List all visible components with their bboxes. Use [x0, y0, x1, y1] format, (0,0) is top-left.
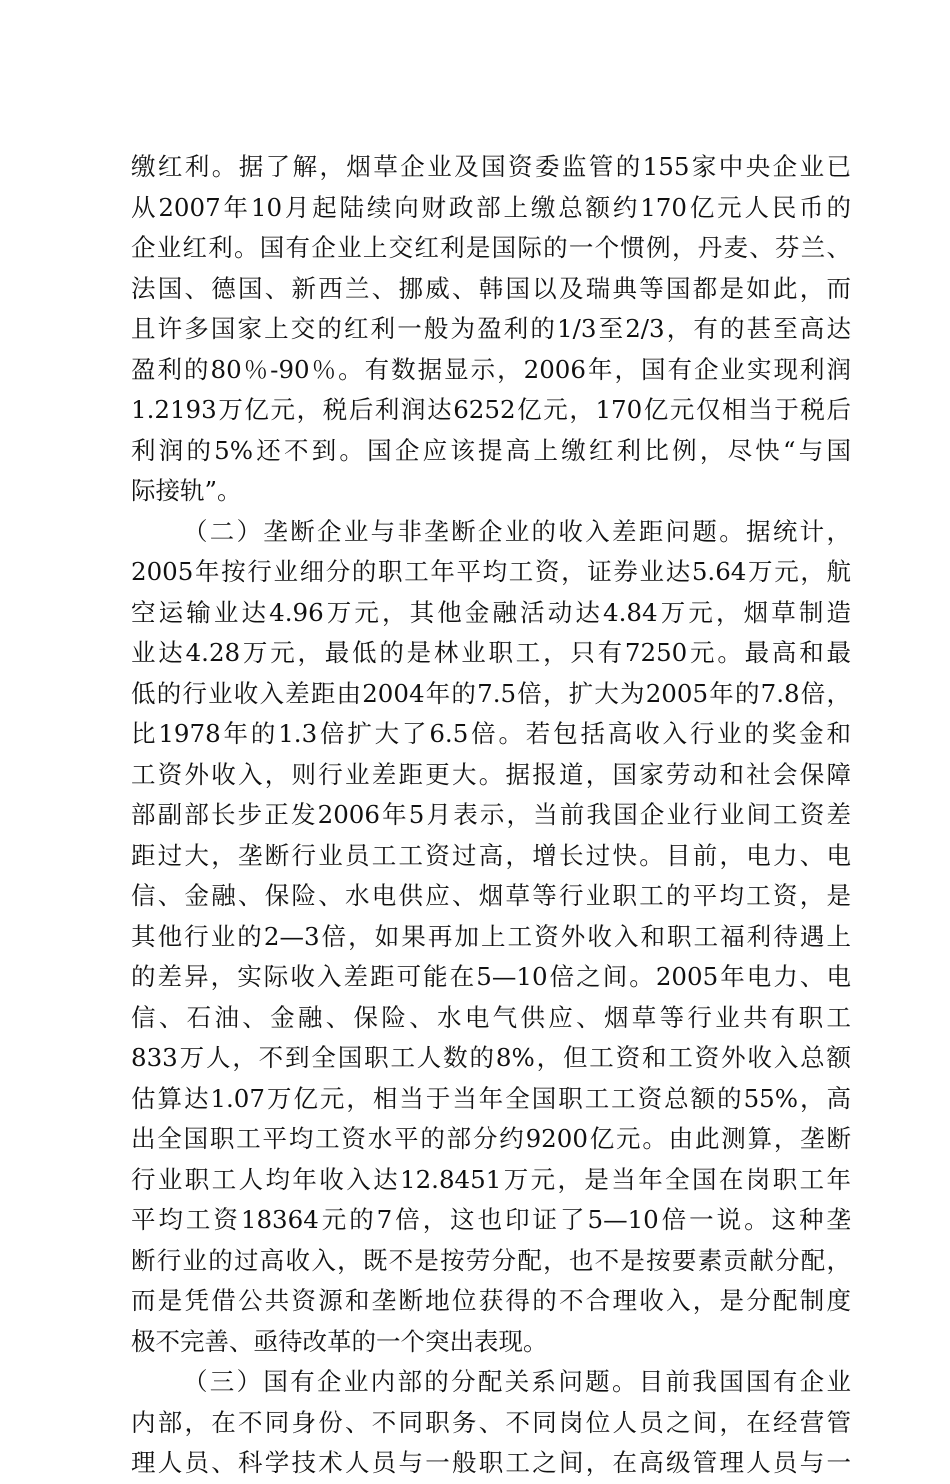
text-line: 理人员、科学技术人员与一般职工之间，在高级管理人员与一 — [131, 1448, 851, 1477]
text-line: 部副部长步正发2006年5月表示，当前我国企业行业间工资差 — [131, 800, 851, 829]
text-line: 断行业的过高收入，既不是按劳分配，也不是按要素贡献分配， — [131, 1245, 851, 1275]
text-line: 比1978年的1.3倍扩大了6.5倍。若包括高收入行业的奖金和 — [131, 719, 851, 748]
text-line: 空运输业达4.96万元，其他金融活动达4.84万元，烟草制造 — [131, 597, 851, 627]
text-line: 工资外收入，则行业差距更大。据报道，国家劳动和社会保障 — [131, 759, 851, 789]
text-line: 内部，在不同身份、不同职务、不同岗位人员之间，在经营管 — [131, 1407, 851, 1437]
text-line: 业达4.28万元，最低的是林业职工，只有7250元。最高和最 — [131, 638, 851, 667]
text-line: 距过大，垄断行业员工工资过高，增长过快。目前，电力、电 — [131, 840, 851, 870]
text-line: 平均工资18364元的7倍，这也印证了5—10倍一说。这种垄 — [131, 1205, 851, 1234]
text-line: 出全国职工平均工资水平的部分约9200亿元。由此测算，垄断 — [131, 1124, 851, 1153]
text-line: （二）垄断企业与非垄断企业的收入差距问题。据统计， — [183, 516, 851, 546]
text-line: 2005年按行业细分的职工年平均工资，证券业达5.64万元，航 — [131, 557, 851, 586]
text-line: 从2007年10月起陆续向财政部上缴总额约170亿元人民币的 — [131, 192, 851, 222]
text-line: 企业红利。国有企业上交红利是国际的一个惯例，丹麦、芬兰、 — [131, 233, 851, 262]
text-line: 盈利的80％-90％。有数据显示，2006年，国有企业实现利润 — [131, 354, 851, 384]
text-line: 法国、德国、新西兰、挪威、韩国以及瑞典等国都是如此，而 — [131, 273, 851, 303]
text-line: 低的行业收入差距由2004年的7.5倍，扩大为2005年的7.8倍， — [131, 678, 851, 708]
text-line: 而是凭借公共资源和垄断地位获得的不合理收入，是分配制度 — [131, 1286, 851, 1315]
text-line: 缴红利。据了解，烟草企业及国资委监管的155家中央企业已 — [131, 152, 851, 181]
text-line: 其他行业的2—3倍，如果再加上工资外收入和职工福利待遇上 — [131, 921, 851, 951]
text-line: 极不完善、亟待改革的一个突出表现。 — [131, 1326, 548, 1356]
text-line: 信、石油、金融、保险、水电气供应、烟草等行业共有职工 — [131, 1002, 851, 1032]
text-line: 的差异，实际收入差距可能在5—10倍之间。2005年电力、电 — [131, 962, 851, 991]
body-text — [131, 147, 851, 1484]
text-line: 信、金融、保险、水电供应、烟草等行业职工的平均工资，是 — [131, 881, 851, 910]
text-line: （三）国有企业内部的分配关系问题。目前我国国有企业 — [183, 1367, 851, 1396]
text-line: 1.2193万亿元，税后利润达6252亿元，170亿元仅相当于税后 — [131, 395, 851, 424]
text-line: 际接轨”。 — [131, 476, 242, 505]
text-line: 且许多国家上交的红利一般为盈利的1/3至2/3，有的甚至高达 — [131, 314, 851, 343]
text-line: 估算达1.07万亿元，相当于当年全国职工工资总额的55%，高 — [131, 1083, 851, 1113]
text-line: 833万人，不到全国职工人数的8%，但工资和工资外收入总额 — [131, 1043, 851, 1072]
text-line: 利润的5%还不到。国企应该提高上缴红利比例，尽快“与国 — [131, 435, 851, 465]
text-line: 行业职工人均年收入达12.8451万元，是当年全国在岗职工年 — [131, 1164, 851, 1194]
